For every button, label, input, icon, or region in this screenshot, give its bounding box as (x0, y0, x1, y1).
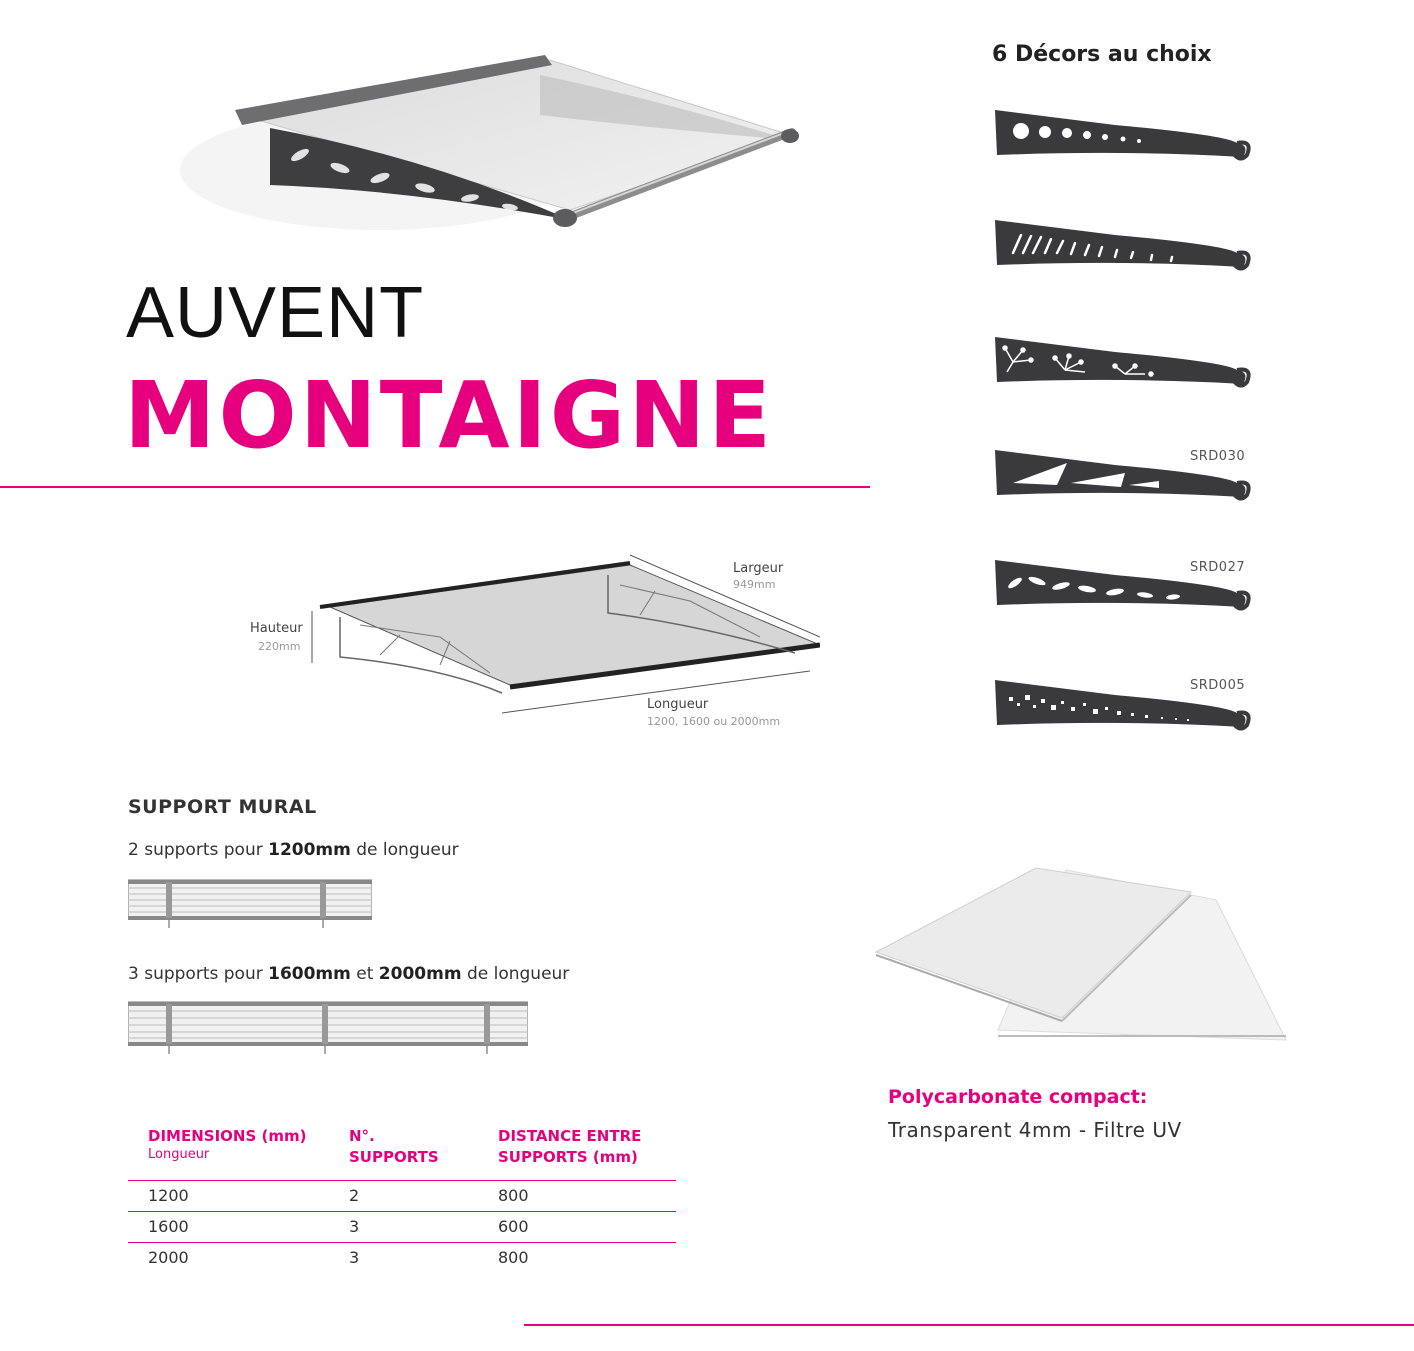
decor-code-srd030: SRD030 (1190, 449, 1246, 464)
header-dimensions: DIMENSIONS (mm) Longueur (148, 1127, 307, 1162)
support-spec-table (128, 1126, 676, 1276)
bracket-decor-srd005 (975, 675, 1265, 750)
rail-3-supports-image (128, 998, 528, 1054)
hauteur-label: Hauteur (250, 621, 303, 636)
bracket-decor-circles (975, 105, 1265, 180)
polycarbonate-sheets-image (866, 860, 1296, 1060)
bracket-decor-srd027 (975, 555, 1265, 630)
hauteur-value: 220mm (258, 640, 301, 653)
divider-bottom (524, 1324, 1414, 1326)
bracket-decor-srd030 (975, 445, 1265, 520)
divider-top (0, 486, 870, 488)
header-distance: DISTANCE ENTRE SUPPORTS (mm) (498, 1127, 642, 1166)
table-row: 1200 2 800 (128, 1180, 676, 1212)
polycarbonate-description: Transparent 4mm - Filtre UV (888, 1118, 1182, 1142)
largeur-value: 949mm (733, 578, 776, 591)
table-row: 2000 3 800 (128, 1242, 676, 1274)
title-montaigne: MONTAIGNE (124, 362, 775, 469)
support-line-1600-2000: 3 supports pour 1600mm et 2000mm de longueur (128, 964, 570, 984)
decor-code-srd027: SRD027 (1190, 560, 1246, 575)
bracket-decor-slashes (975, 215, 1265, 290)
bracket-decor-fireworks (975, 332, 1265, 407)
dimension-diagram (240, 545, 820, 735)
longueur-label: Longueur (647, 697, 709, 712)
header-supports: N°. SUPPORTS (349, 1127, 439, 1166)
support-line-1200: 2 supports pour 1200mm de longueur (128, 840, 459, 860)
polycarbonate-title: Polycarbonate compact: (888, 1086, 1148, 1108)
rail-2-supports-image (128, 876, 372, 928)
decors-title: 6 Décors au choix (992, 42, 1212, 67)
support-mural-title: SUPPORT MURAL (128, 796, 317, 818)
decor-code-srd005: SRD005 (1190, 678, 1246, 693)
canopy-product-image (180, 40, 820, 260)
longueur-value: 1200, 1600 ou 2000mm (647, 715, 781, 728)
title-auvent: AUVENT (126, 273, 425, 353)
largeur-label: Largeur (733, 561, 784, 576)
table-row: 1600 3 600 (128, 1211, 676, 1243)
